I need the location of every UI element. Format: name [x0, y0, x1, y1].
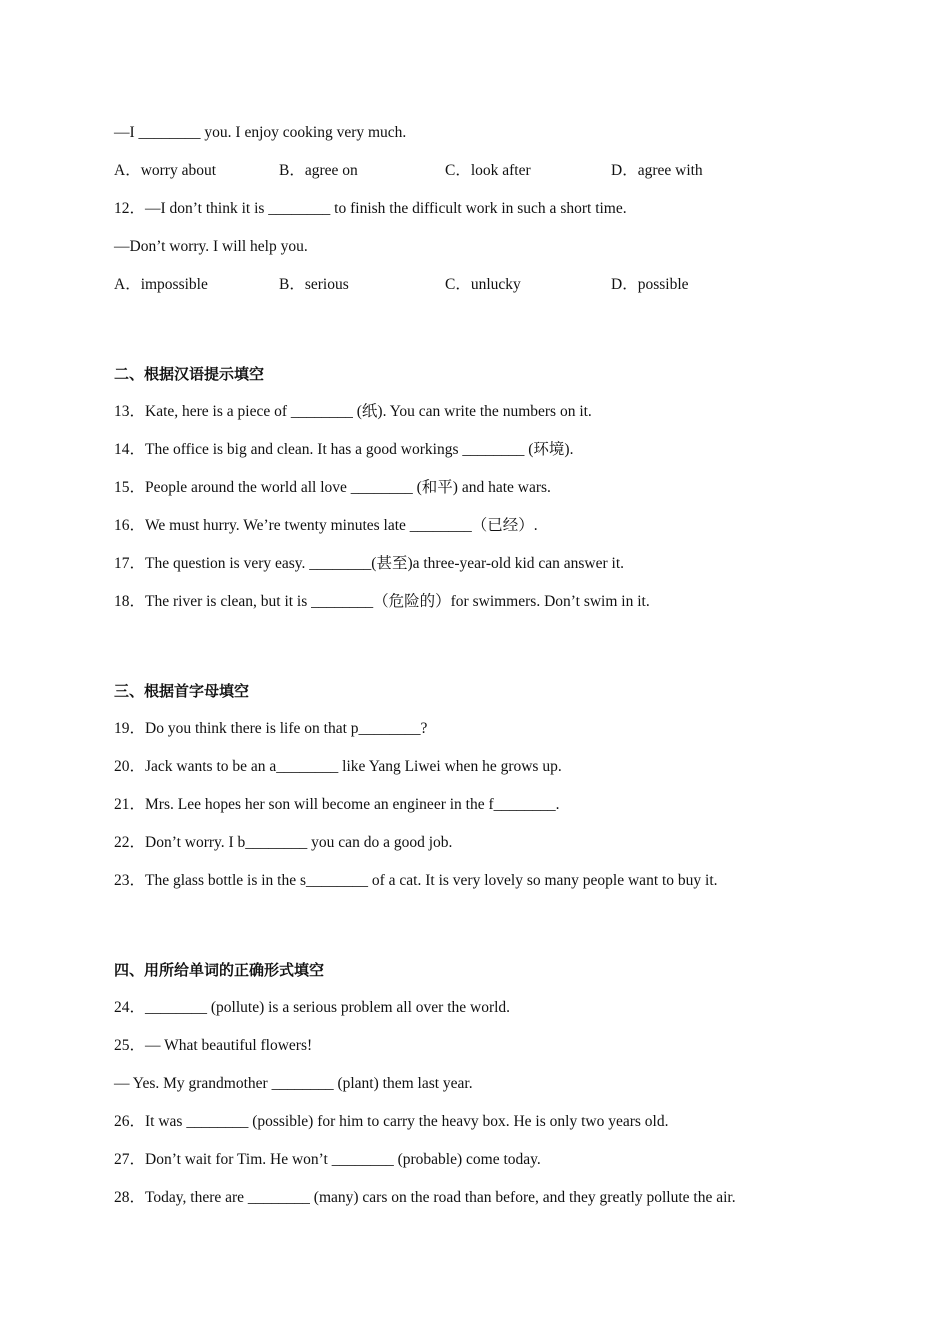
section-3-heading: 三、根据首字母填空: [114, 682, 250, 700]
question-16: 16．We must hurry. We’re twenty minutes late ________（已经）.: [114, 517, 538, 534]
option-b: B．agree on: [279, 162, 358, 179]
option-c: C．look after: [445, 162, 531, 179]
question-20: 20．Jack wants to be an a________ like Yang Liwei when he grows up.: [114, 758, 562, 775]
question-11-options: [114, 161, 834, 181]
question-14: 14．The office is big and clean. It has a good workings ________ (环境).: [114, 441, 574, 458]
option-d: D．agree with: [611, 162, 703, 179]
question-22: 22．Don’t worry. I b________ you can do a good job.: [114, 834, 453, 851]
option-b: B．serious: [279, 276, 349, 293]
question-17: 17．The question is very easy. ________(甚至)a three-year-old kid can answer it.: [114, 555, 625, 572]
question-19: 19．Do you think there is life on that p________?: [114, 720, 428, 737]
question-23: 23．The glass bottle is in the s________ of a cat. It is very lovely so many people want to buy it.: [114, 872, 718, 889]
question-11-reply: —I ________ you. I enjoy cooking very much.: [114, 124, 407, 141]
question-21: 21．Mrs. Lee hopes her son will become an engineer in the f________.: [114, 796, 560, 813]
option-a: A．worry about: [114, 162, 217, 179]
question-12-options: [114, 275, 834, 295]
question-25-reply: — Yes. My grandmother ________ (plant) them last year.: [114, 1075, 473, 1092]
question-12-reply: —Don’t worry. I will help you.: [114, 238, 308, 255]
option-c: C．unlucky: [445, 276, 521, 293]
option-a: A．impossible: [114, 276, 208, 293]
question-26: 26．It was ________ (possible) for him to carry the heavy box. He is only two years old.: [114, 1113, 669, 1130]
question-15: 15．People around the world all love ________ (和平) and hate wars.: [114, 479, 551, 496]
question-18: 18．The river is clean, but it is ________（危险的）for swimmers. Don’t swim in it.: [114, 593, 650, 610]
question-24: 24．________ (pollute) is a serious problem all over the world.: [114, 999, 511, 1016]
question-13: 13．Kate, here is a piece of ________ (纸). You can write the numbers on it.: [114, 403, 592, 420]
section-4-heading: 四、用所给单词的正确形式填空: [114, 961, 325, 979]
question-12: 12．—I don’t think it is ________ to finish the difficult work in such a short time.: [114, 200, 627, 217]
question-25: 25．— What beautiful flowers!: [114, 1037, 313, 1054]
question-27: 27．Don’t wait for Tim. He won’t ________ (probable) come today.: [114, 1151, 541, 1168]
option-d: D．possible: [611, 276, 689, 293]
question-28: 28．Today, there are ________ (many) cars on the road than before, and they greatly pollute the air.: [114, 1189, 736, 1206]
section-2-heading: 二、根据汉语提示填空: [114, 365, 265, 383]
